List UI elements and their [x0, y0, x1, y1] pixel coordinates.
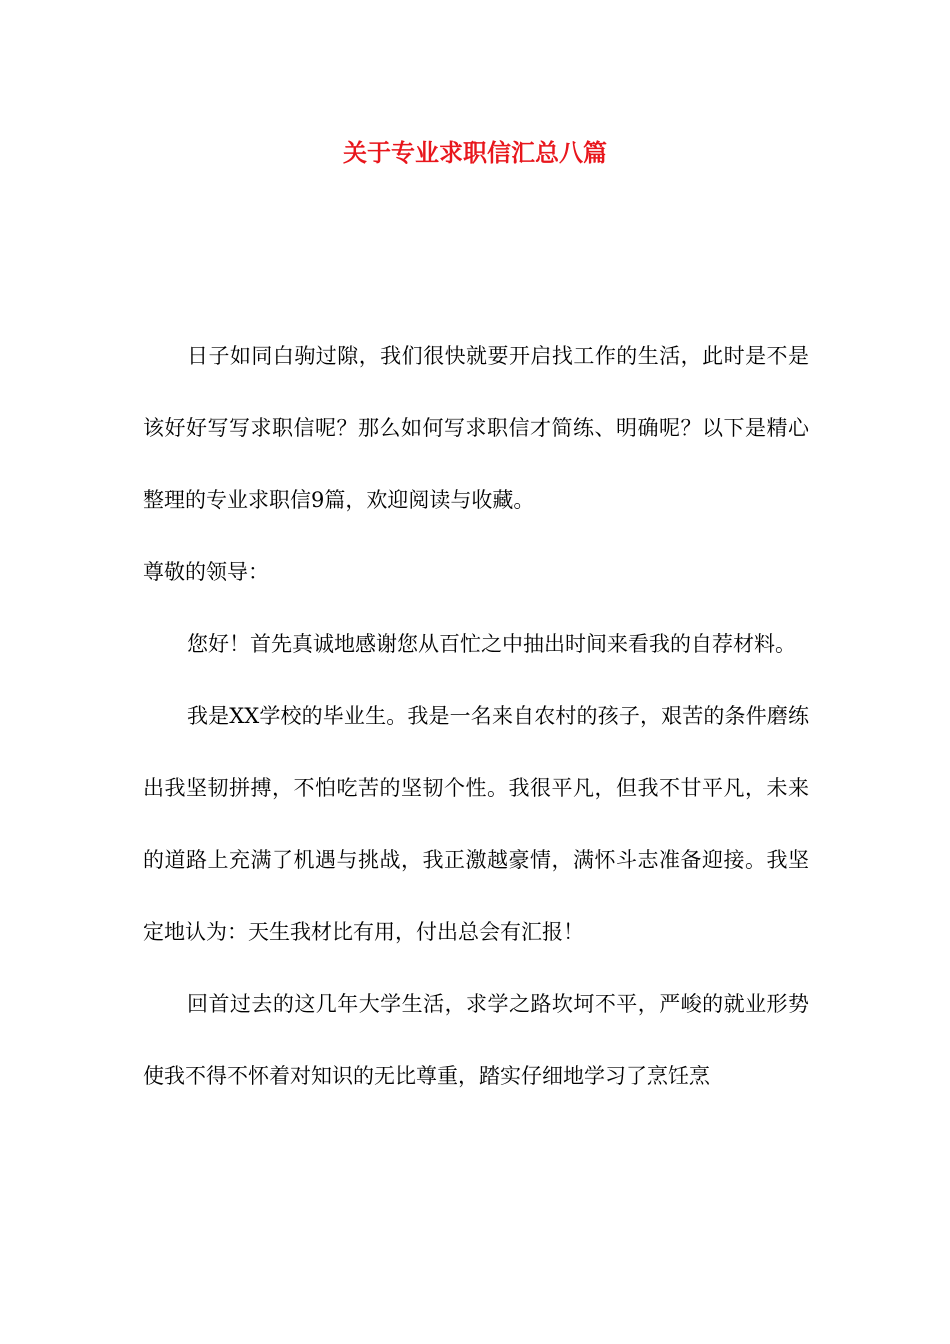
paragraph-salutation: 尊敬的领导： — [143, 560, 269, 584]
paragraph-college-life: 回首过去的这几年大学生活，求学之路坎坷不平，严峻的就业形势使我不得不怀着对知识的无比尊重，踏实仔细地学习了烹饪烹 — [143, 992, 809, 1088]
document-body — [143, 320, 809, 1112]
paragraph-greeting: 您好！首先真诚地感谢您从百忙之中抽出时间来看我的自荐材料。 — [187, 632, 796, 656]
document-title: 关于专业求职信汇总八篇 — [343, 138, 607, 167]
paragraph-self-intro: 我是XX学校的毕业生。我是一名来自农村的孩子，艰苦的条件磨练出我坚韧拼搏，不怕吃苦的坚韧个性。我很平凡，但我不甘平凡，未来的道路上充满了机遇与挑战，我正激越豪情，满怀斗志准备迎接。我坚定地认为：天生我材比有用，付出总会有汇报！ — [143, 704, 809, 944]
paragraph-intro: 日子如同白驹过隙，我们很快就要开启找工作的生活，此时是不是该好好写写求职信呢？那么如何写求职信才简练、明确呢？以下是精心整理的专业求职信9篇，欢迎阅读与收藏。 — [143, 344, 809, 512]
